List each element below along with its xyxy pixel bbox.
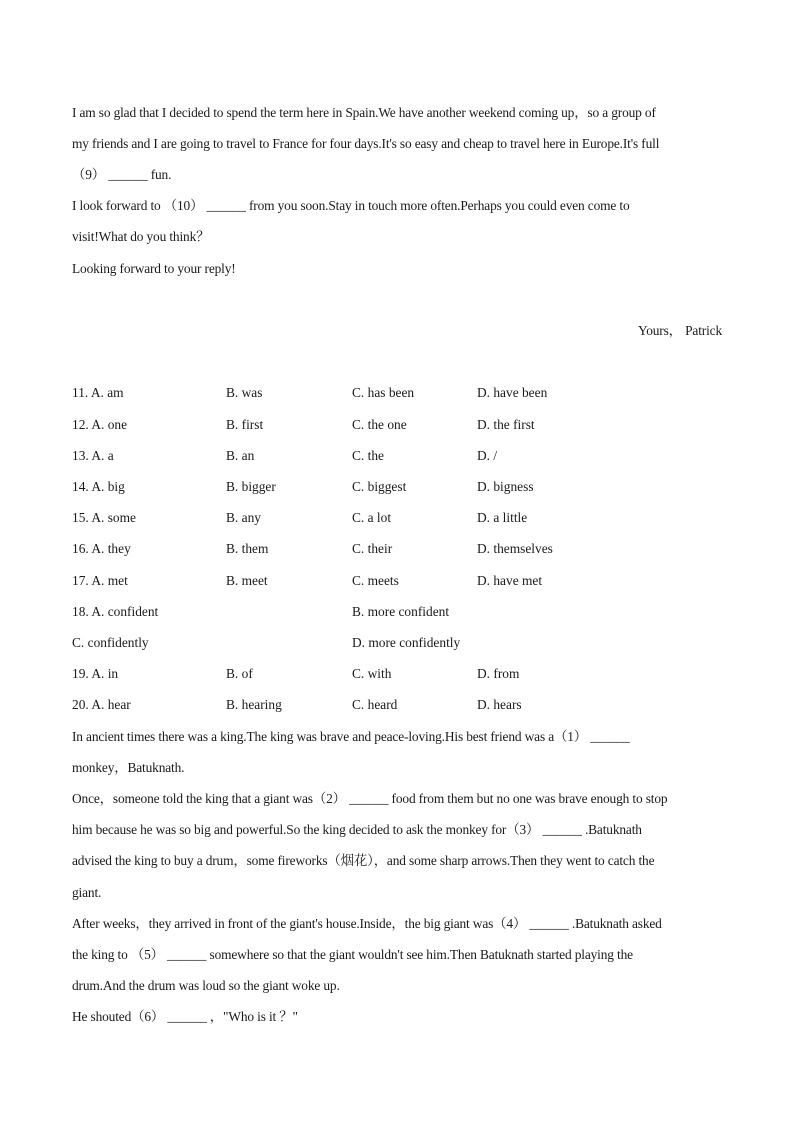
letter-line: I look forward to （10） ______ from you soon.Stay in touch more often.Perhaps you could even come to	[72, 198, 630, 213]
option-b: B. was	[226, 385, 263, 400]
option-d: D. a little	[477, 510, 528, 525]
option-a: 16. A. they	[72, 541, 131, 556]
option-d: D. hears	[477, 697, 522, 712]
option-a: 13. A. a	[72, 448, 114, 463]
question-row	[72, 510, 732, 526]
option-b: B. of	[226, 666, 253, 681]
story-line: In ancient times there was a king.The king was brave and peace-loving.His best friend was a（1） ______	[72, 729, 630, 744]
story-line: him because he was so big and powerful.So the king decided to ask the monkey for（3） ______ .Batuknath	[72, 822, 642, 837]
option-c: C. has been	[352, 385, 415, 400]
option-d: D. have met	[477, 573, 543, 588]
option-d: D. have been	[477, 385, 548, 400]
option-c: C. confidently	[72, 635, 149, 650]
option-b: B. them	[226, 541, 269, 556]
option-a: 15. A. some	[72, 510, 136, 525]
question-row	[72, 666, 732, 682]
question-row	[72, 385, 732, 401]
option-a: 20. A. hear	[72, 697, 131, 712]
option-c: C. the one	[352, 417, 407, 432]
question-row	[72, 479, 732, 495]
story-line: He shouted（6） ______ ，"Who is it ？"	[72, 1009, 298, 1024]
question-row	[72, 448, 732, 464]
option-b: B. bigger	[226, 479, 276, 494]
option-b: B. hearing	[226, 697, 282, 712]
option-b: B. first	[226, 417, 264, 432]
question-row	[72, 635, 732, 651]
option-b: B. an	[226, 448, 255, 463]
option-a: 12. A. one	[72, 417, 128, 432]
story-line: drum.And the drum was loud so the giant woke up.	[72, 978, 340, 993]
option-c: C. with	[352, 666, 392, 681]
letter-line: Looking forward to your reply!	[72, 261, 236, 276]
story-line: monkey，Batuknath.	[72, 760, 185, 775]
story-line: After weeks，they arrived in front of the giant's house.Inside，the big giant was（4） ______ .Batuknath asked	[72, 916, 662, 931]
option-d: D. the first	[477, 417, 535, 432]
option-d: D. /	[477, 448, 498, 463]
option-c: C. biggest	[352, 479, 407, 494]
option-a: 11. A. am	[72, 385, 124, 400]
option-d: D. themselves	[477, 541, 553, 556]
question-row	[72, 604, 732, 620]
option-d: D. more confidently	[352, 635, 461, 650]
story-line: the king to （5） ______ somewhere so that the giant wouldn't see him.Then Batuknath started playing the	[72, 947, 633, 962]
option-a: 17. A. met	[72, 573, 128, 588]
question-row	[72, 573, 732, 589]
letter-signoff: Yours， Patrick	[638, 323, 722, 338]
letter-line: （9） ______ fun.	[72, 167, 172, 182]
option-d: D. bigness	[477, 479, 534, 494]
story-line: Once，someone told the king that a giant was（2） ______ food from them but no one was brave enough to stop	[72, 791, 668, 806]
letter-line: my friends and I are going to travel to France for four days.It's so easy and cheap to travel here in Europe.It's full	[72, 136, 660, 151]
question-row	[72, 417, 732, 433]
option-b: B. meet	[226, 573, 268, 588]
option-a: 19. A. in	[72, 666, 119, 681]
question-row	[72, 541, 732, 557]
option-c: C. a lot	[352, 510, 392, 525]
option-b: B. any	[226, 510, 261, 525]
letter-line: I am so glad that I decided to spend the term here in Spain.We have another weekend coming up，so a group of	[72, 105, 656, 120]
letter-line: visit!What do you think？	[72, 229, 210, 244]
option-d: D. from	[477, 666, 520, 681]
option-b: B. more confident	[352, 604, 450, 619]
option-c: C. their	[352, 541, 393, 556]
story-line: giant.	[72, 885, 102, 900]
option-c: C. the	[352, 448, 384, 463]
story-line: advised the king to buy a drum，some fireworks（烟花），and some sharp arrows.Then they went to catch the	[72, 853, 655, 868]
option-a: 14. A. big	[72, 479, 125, 494]
option-c: C. heard	[352, 697, 398, 712]
option-c: C. meets	[352, 573, 399, 588]
question-row	[72, 697, 732, 713]
option-a: 18. A. confident	[72, 604, 159, 619]
